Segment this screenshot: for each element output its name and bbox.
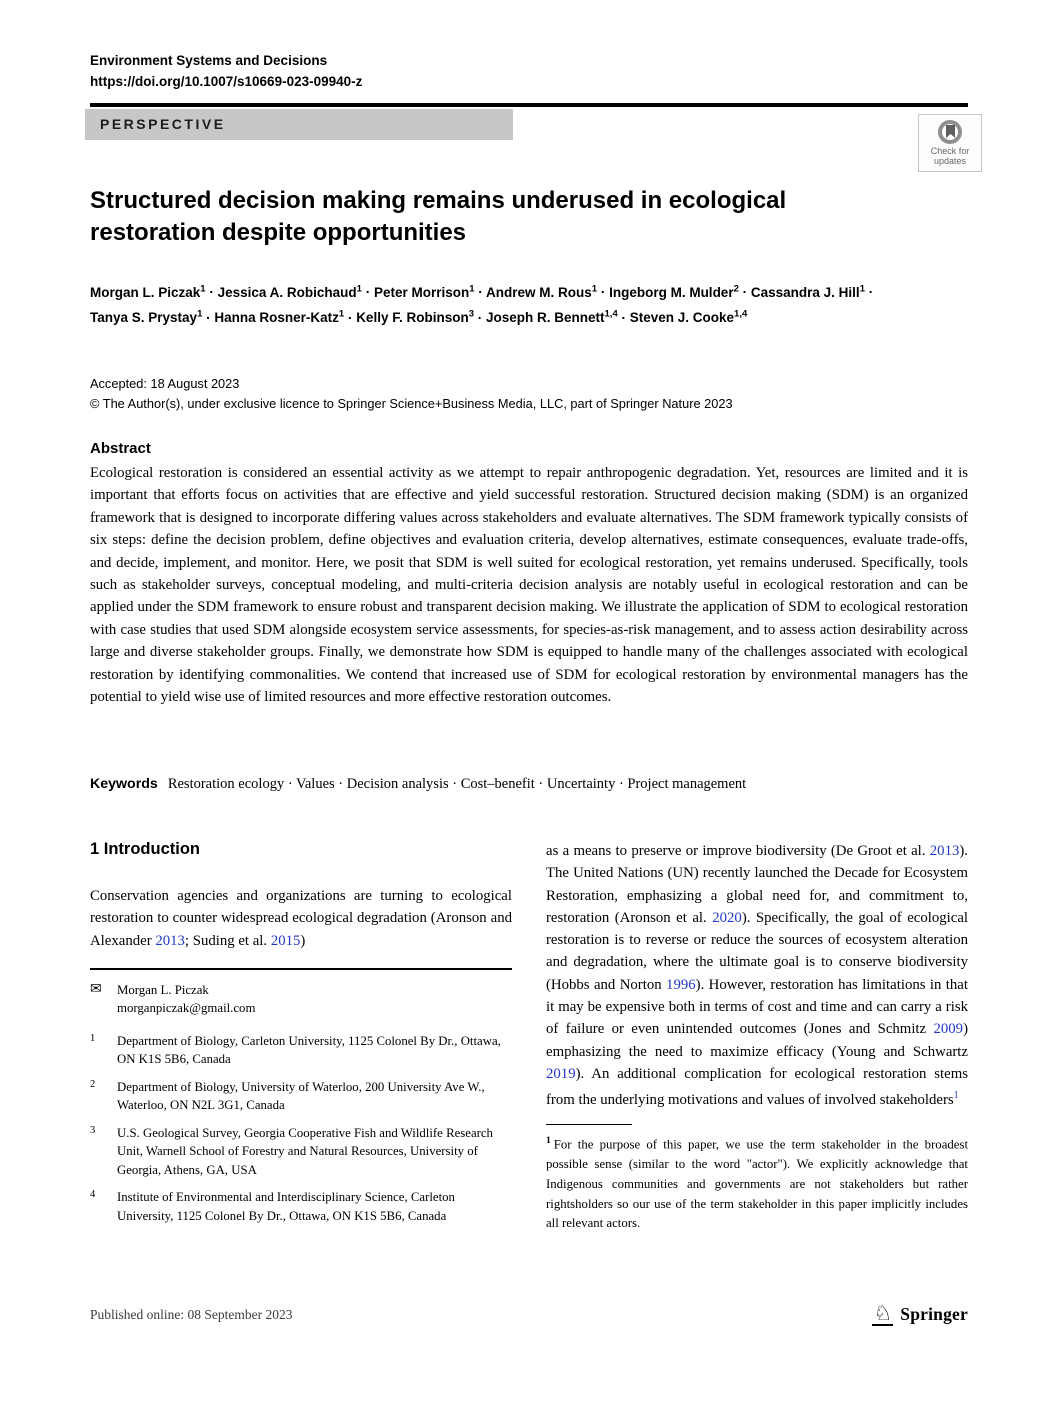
correspondence-block: [90, 981, 512, 1018]
doi-link[interactable]: https://doi.org/10.1007/s10669-023-09940-z: [90, 74, 363, 89]
journal-header: [90, 50, 362, 92]
footnote-divider: [546, 1124, 632, 1125]
author-name: Steven J. Cooke$^{1,4}$: [629, 308, 748, 325]
abstract-section: [90, 440, 968, 708]
author-name: Tanya S. Prystay$^1$: [90, 308, 203, 325]
footnote-1: [546, 1132, 968, 1233]
footnote-marker: 1: [546, 1136, 551, 1147]
author-name: Andrew M. Rous$^1$: [486, 283, 598, 300]
affiliation-item: 2 Department of Biology, University of Waterloo, 200 University Ave W., Waterloo, ON N2L 3G1, Canada: [90, 1078, 485, 1113]
check-for-updates-badge[interactable]: [918, 114, 982, 172]
article-type-banner: [85, 109, 513, 140]
author-name: Joseph R. Bennett$^{1,4}$: [486, 308, 618, 325]
journal-name: Environment Systems and Decisions: [90, 53, 328, 68]
affiliations-list: [90, 1032, 512, 1226]
article-type-label: PERSPECTIVE: [100, 116, 226, 132]
section-heading-introduction: 1 Introduction: [90, 840, 200, 858]
corresponding-author-email[interactable]: morganpiczak@gmail.com: [117, 1001, 256, 1016]
accepted-date: Accepted: 18 August 2023: [90, 376, 240, 391]
footnote-text: For the purpose of this paper, we use the term stakeholder in the broadest possible sense (similar to the word "actor"). We explicitly acknowledge that Indigenous communities and governments are not stakeholders but rather rightsholders so our use of the term stakeholder in this paper implicitly includes all relevant actors.: [546, 1137, 968, 1231]
citation-link[interactable]: 2009: [933, 1021, 964, 1038]
header-rule: [90, 103, 968, 107]
left-column: [90, 840, 512, 1234]
publisher-name: Springer: [900, 1304, 968, 1324]
keywords-list: Restoration ecology · Values · Decision analysis · Cost–benefit · Uncertainty · Project management: [167, 776, 747, 792]
abstract-text: Ecological restoration is considered an essential activity as we attempt to repair anthropogenic degradation. Yet, resources are limited and it is important that efforts focus on activities that are effective and yield successful restoration. Structured decision making (SDM) is an organized framework that is designed to incorporate differing values across stakeholders and evaluate alternatives. The SDM framework typically consists of six steps: define the decision problem, define objectives and evaluation criteria, develop alternatives, estimate consequences, evaluate trade-offs, and decide, implement, and monitor. Here, we posit that SDM is well suited for ecological restoration, yet remains underused. Specifically, tools such as stakeholder surveys, conceptual modeling, and multi-criteria decision analysis are notably useful in ecological restoration and can be applied under the SDM framework to ensure robust and transparent decision making. We illustrate the application of SDM to ecological restoration with case studies that used SDM alongside ecosystem service assessments, for species-as-risk management, and to assess action desirability across large and diverse stakeholder groups. Finally, we demonstrate how SDM is equipped to handle many of the challenges associated with ecological restoration by identifying commonalities. We contend that increased use of SDM for ecological restoration by environmental managers has the potential to yield wise use of limited resources and more effective restoration outcomes.: [90, 465, 968, 706]
author-name: Hanna Rosner-Katz$^1$: [214, 308, 345, 325]
affiliation-item: 3 U.S. Geological Survey, Georgia Cooperative Fish and Wildlife Research Unit, Warnell School of Forestry and Natural Resources, University of Georgia, Athens, GA, USA: [90, 1124, 493, 1177]
author-name: Morgan L. Piczak$^1$: [90, 283, 206, 300]
right-column: [546, 840, 968, 1234]
publisher-logo: [872, 1303, 968, 1326]
author-name: Ingeborg M. Mulder$^2$: [609, 283, 739, 300]
correspondence-divider: [90, 968, 512, 970]
citation-link[interactable]: 2013: [929, 843, 960, 859]
springer-knight-icon: ♘: [873, 1301, 893, 1325]
abstract-heading: Abstract: [90, 440, 151, 457]
keywords-heading: Keywords: [90, 776, 158, 792]
intro-paragraph-left: Conservation agencies and organizations are turning to ecological restoration to counter widespread ecological degradation (Aronson and Alexander 2013; Suding et al. 2015): [90, 888, 512, 949]
check-updates-label: Check for updates: [930, 146, 970, 166]
two-column-body: [90, 840, 968, 1234]
page-title: Structured decision making remains underused in ecological restoration despite opportunities: [90, 187, 787, 246]
citation-link[interactable]: 2020: [712, 909, 742, 926]
envelope-icon: ✉: [90, 981, 102, 997]
citation-link[interactable]: 1996: [666, 976, 696, 993]
published-online: Published online: 08 September 2023: [90, 1306, 293, 1322]
author-name: Kelly F. Robinson$^3$: [356, 308, 474, 325]
intro-paragraph-right: as a means to preserve or improve biodiversity (De Groot et al. 2013). The United Nations (UN) recently launched the Decade for Ecosystem Restoration, emphasizing a global need for, and commitment to, restoration (Aronson et al. 2020). Specifically, the goal of ecological restoration is to reverse or reduce the sources of ecosystem alteration and degradation, where the ultimate goal is to conserve biodiversity (Hobbs and Norton 1996). However, restoration has limitations in that it may be expensive both in terms of cost and time and can carry a risk of failure or even unintended outcomes (Jones and Schmitz 2009) emphasizing the need to maximize efficacy (Young and Schwartz 2019). An additional complication for ecological restoration stems from the underlying motivations and values of involved stakeholders$^1$: [546, 843, 968, 1109]
author-name: Peter Morrison$^1$: [373, 283, 475, 300]
keywords-line: [90, 776, 968, 793]
authors-line: Morgan L. Piczak$^1$ · Jessica A. Robichaud$^1$ · Peter Morrison$^1$ · Andrew M. Rous$^1$ · Ingeborg M. Mulder$^2$ · Cassandra J. Hill$^1$ · Tanya S. Prystay$^1$ · Hanna Rosner-Katz$^1$ · Kelly F. Robinson$^3$ · Joseph R. Bennett$^{1,4}$ · Steven J. Cooke$^{1,4}$: [90, 283, 874, 325]
citation-link[interactable]: 2013: [155, 932, 185, 949]
affiliation-item: 1 Department of Biology, Carleton University, 1125 Colonel By Dr., Ottawa, ON K1S 5B6, Canada: [90, 1032, 501, 1067]
affiliation-item: 4 Institute of Environmental and Interdisciplinary Science, Carleton University, 1125 Colonel By Dr., Ottawa, ON K1S 5B6, Canada: [90, 1189, 455, 1223]
corresponding-author-name: Morgan L. Piczak: [117, 982, 209, 997]
copyright-line: © The Author(s), under exclusive licence to Springer Science+Business Media, LLC, part of Springer Nature 2023: [90, 396, 733, 411]
author-name: Cassandra J. Hill$^1$: [750, 283, 865, 300]
citation-link[interactable]: 2015: [270, 932, 301, 949]
page-footer: [90, 1303, 968, 1326]
article-dates: [90, 374, 968, 414]
footnote-ref[interactable]: 1: [953, 1090, 959, 1102]
author-name: Jessica A. Robichaud$^1$: [217, 283, 362, 300]
citation-link[interactable]: 2019: [546, 1065, 576, 1082]
check-updates-icon: [938, 120, 962, 144]
